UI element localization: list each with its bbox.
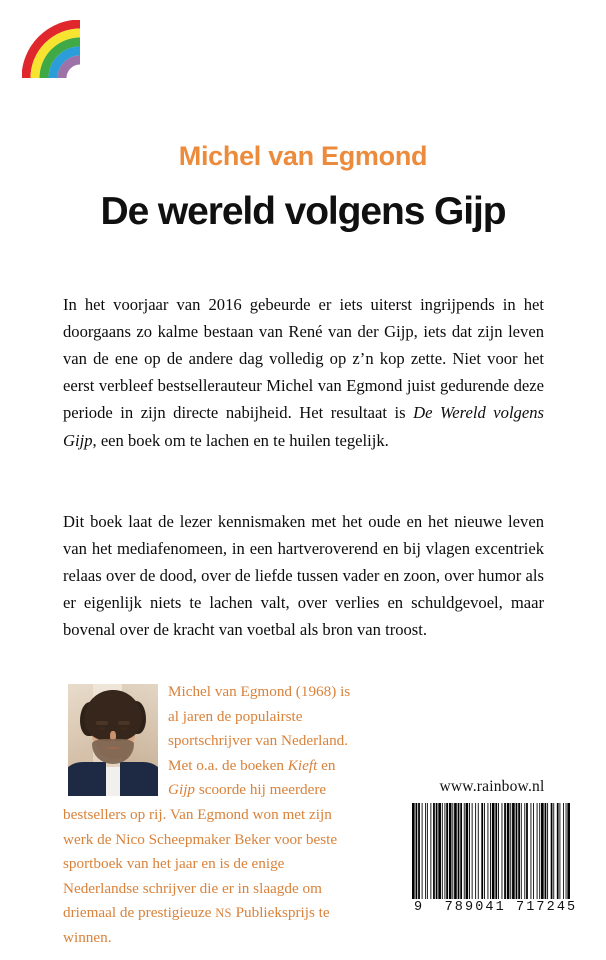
- photo-jacket-right: [120, 762, 158, 796]
- author-photo: [68, 684, 158, 796]
- barcode-block: [412, 778, 578, 915]
- publisher-website: www.rainbow.nl: [439, 778, 545, 795]
- photo-eyebrow-left: [96, 721, 108, 725]
- rainbow-band-purple: [62, 60, 80, 78]
- blurb-p1-text-a: In het voorjaar van 2016 gebeurde er iets uiterst ingrijpends in het doorgaans zo kalme bestaan van René van der Gijp, iets dat zijn leven van de ene op de andere dag volledig op z’n kop zette. Niet voor het eerst verbleef bestsellerauteur Michel van Egmond juist gedurende deze periode in zijn directe nabijheid. Het resultaat is: [63, 294, 544, 423]
- blurb-paragraph-2: Dit boek laat de lezer kennismaken met het oude en het nieuwe leven van het mediafenomeen, in een hartveroverend en bij vlagen excentriek relaas over de dood, over de liefde tussen vader en zoon, over humor als er eigenlijk niets te lachen valt, over verlies en schuldgevoel, maar bovenal over de kracht van voetbal als bron van troost.: [63, 511, 544, 640]
- bio-italic-gijp: Gijp: [168, 781, 196, 799]
- rainbow-logo-svg: [22, 20, 82, 78]
- photo-eyebrow-right: [118, 721, 130, 725]
- bio-text-a: Michel van Egmond (1968) is al jaren de populairste sportschrijver van Nederland. Met o.a. de boeken: [168, 683, 351, 774]
- bio-smallcaps-ns: NS: [215, 906, 232, 921]
- bio-italic-kieft: Kieft: [287, 756, 318, 774]
- blurb-paragraph-1: [63, 291, 544, 454]
- isbn-digits: 9 789041 717245: [414, 900, 578, 915]
- rainbow-logo: [22, 20, 82, 78]
- blurb-p1-italic-title: De Wereld volgens Gijp: [63, 403, 544, 450]
- bio-text-b: en: [317, 756, 336, 774]
- blurb-p1-text-b: , een boek om te lachen en te huilen tegelijk.: [92, 430, 389, 450]
- author-bio-block: [63, 680, 356, 951]
- bio-text-c: scoorde hij meerdere bestsellers op rij. Van Egmond won met zijn werk de Nico Scheepmaker Beker voor beste sportboek van het jaar en is de enige Nederlandse schrijver die er in slaagde om driemaal de prestigieuze: [63, 781, 338, 922]
- book-title: De wereld volgens Gijp: [100, 190, 506, 233]
- bio-text-d: Publieksprijs te winnen.: [63, 904, 330, 946]
- isbn-barcode: [412, 803, 570, 899]
- photo-jacket-left: [68, 762, 106, 796]
- author-name: Michel van Egmond: [178, 141, 428, 171]
